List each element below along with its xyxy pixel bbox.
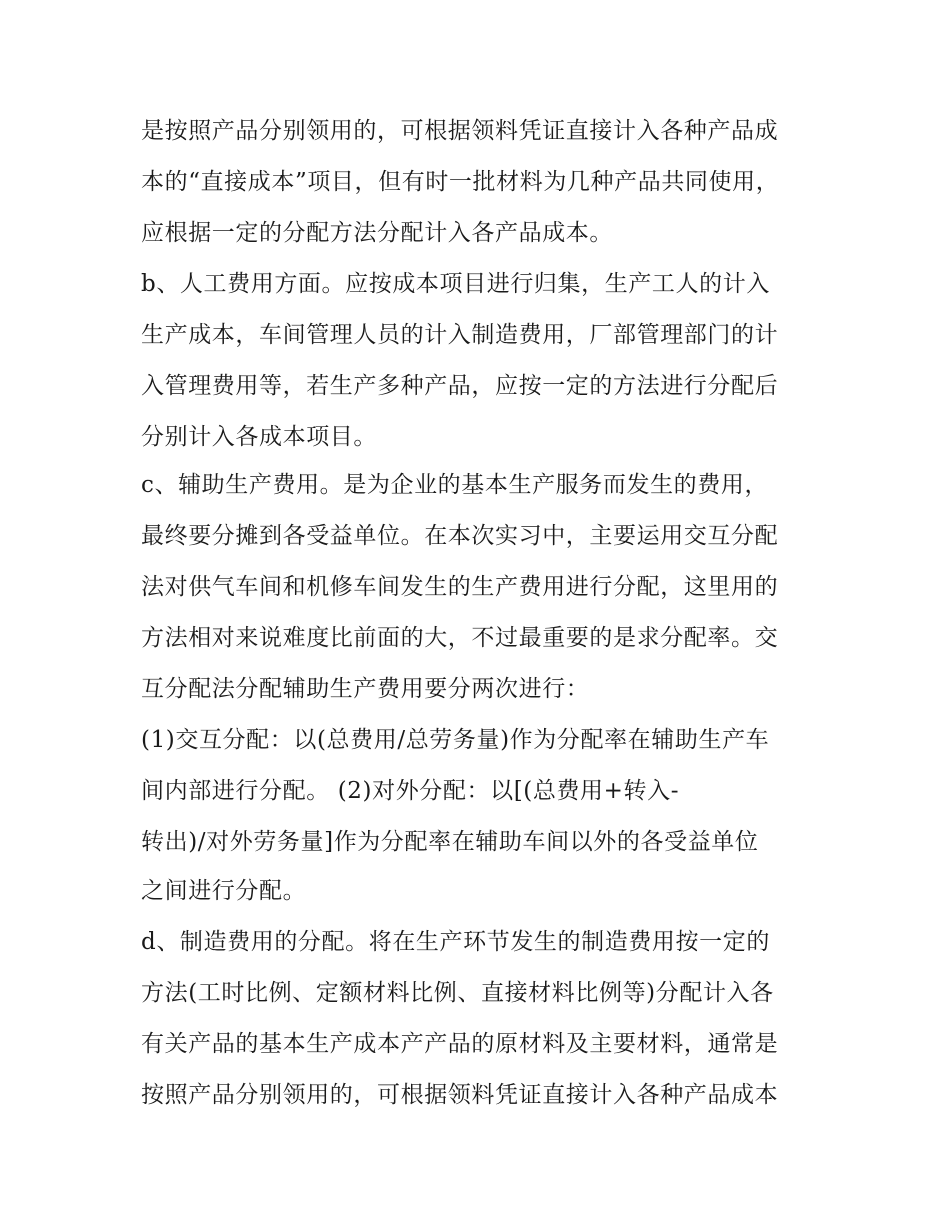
text-line: 方法相对来说难度比前面的大，不过最重要的是求分配率。交: [141, 625, 779, 651]
text-line: 分别计入各成本项目。: [141, 424, 377, 450]
text-line: 有关产品的基本生产成本产产品的原材料及主要材料，通常是: [141, 1031, 779, 1057]
text-line: 入管理费用等，若生产多种产品，应按一定的方法进行分配后: [141, 373, 779, 399]
text-line: 转出)/对外劳务量]作为分配率在辅助车间以外的各受益单位: [141, 829, 759, 855]
text-line: 之间进行分配。: [141, 878, 307, 904]
text-line: 是按照产品分别领用的，可根据领料凭证直接计入各种产品成: [141, 118, 779, 144]
text-line: 生产成本，车间管理人员的计入制造费用，厂部管理部门的计: [141, 322, 779, 348]
text-line: 最终要分摊到各受益单位。在本次实习中，主要运用交互分配: [141, 523, 779, 549]
text-line: c、辅助生产费用。是为企业的基本生产服务而发生的费用，: [141, 472, 769, 498]
text-line: (1)交互分配：以(总费用/总劳务量)作为分配率在辅助生产车: [141, 727, 770, 753]
text-line: 本的“直接成本”项目，但有时一批材料为几种产品共同使用，: [141, 169, 780, 195]
text-line: d、制造费用的分配。将在生产环节发生的制造费用按一定的: [141, 929, 770, 955]
text-line: 应根据一定的分配方法分配计入各产品成本。: [141, 220, 613, 246]
text-line: 按照产品分别领用的，可根据领料凭证直接计入各种产品成本: [141, 1082, 779, 1108]
text-line: 法对供气车间和机修车间发生的生产费用进行分配，这里用的: [141, 574, 779, 600]
text-line: 间内部进行分配。 (2)对外分配：以[(总费用+转入-: [141, 778, 680, 804]
text-line: b、人工费用方面。应按成本项目进行归集，生产工人的计入: [141, 271, 770, 297]
text-line: 互分配法分配辅助生产费用要分两次进行：: [141, 676, 590, 702]
text-line: 方法(工时比例、定额材料比例、直接材料比例等)分配计入各: [141, 980, 774, 1006]
